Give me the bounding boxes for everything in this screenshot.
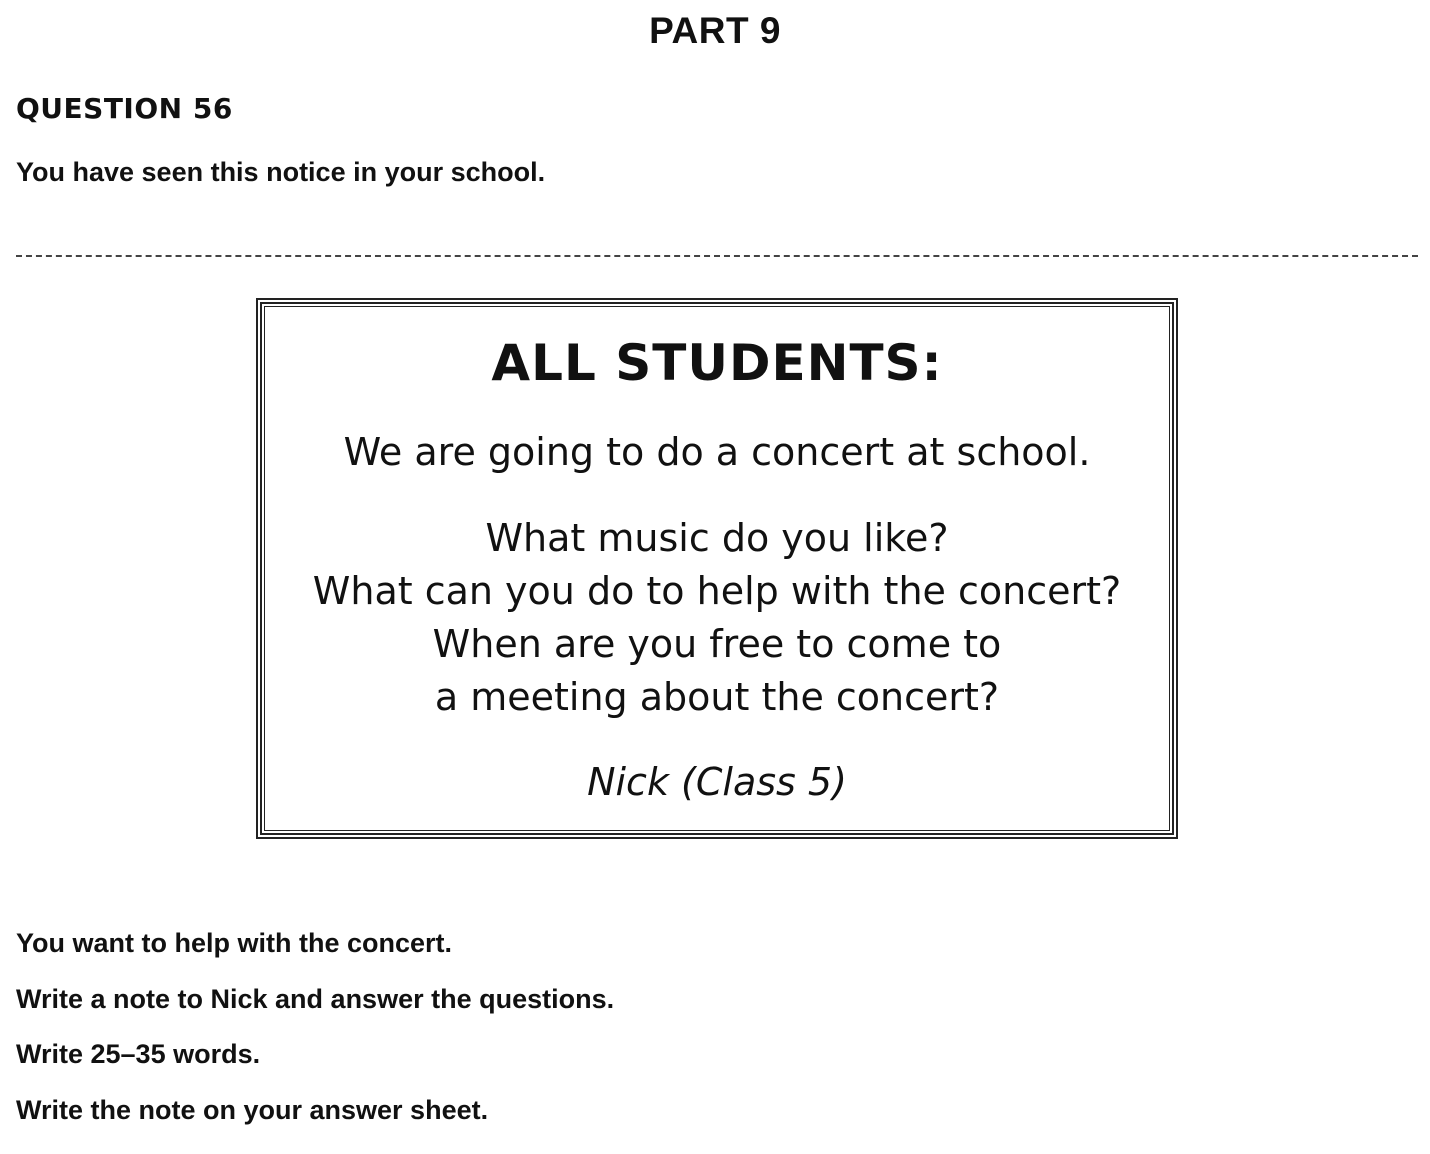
notice-line: What can you do to help with the concert?	[312, 569, 1122, 613]
task-line: Write a note to Nick and answer the questions.	[16, 984, 615, 1014]
task-line: Write 25–35 words.	[16, 1039, 261, 1069]
notice-line: a meeting about the concert?	[434, 675, 1000, 719]
notice-line: When are you free to come to	[432, 622, 1002, 666]
task-line: You want to help with the concert.	[16, 928, 453, 958]
question-title: QUESTION 56	[16, 92, 233, 125]
task-line: Write the note on your answer sheet.	[16, 1095, 489, 1125]
notice-heading: ALL STUDENTS:	[491, 334, 943, 392]
notice-line: We are going to do a concert at school.	[343, 430, 1091, 474]
notice-line: What music do you like?	[485, 516, 949, 560]
part-title: PART 9	[649, 10, 781, 51]
notice-box	[256, 298, 1178, 839]
notice-signature: Nick (Class 5)	[587, 760, 847, 804]
dashed-divider	[16, 255, 1418, 257]
intro-text: You have seen this notice in your school.	[16, 157, 546, 187]
